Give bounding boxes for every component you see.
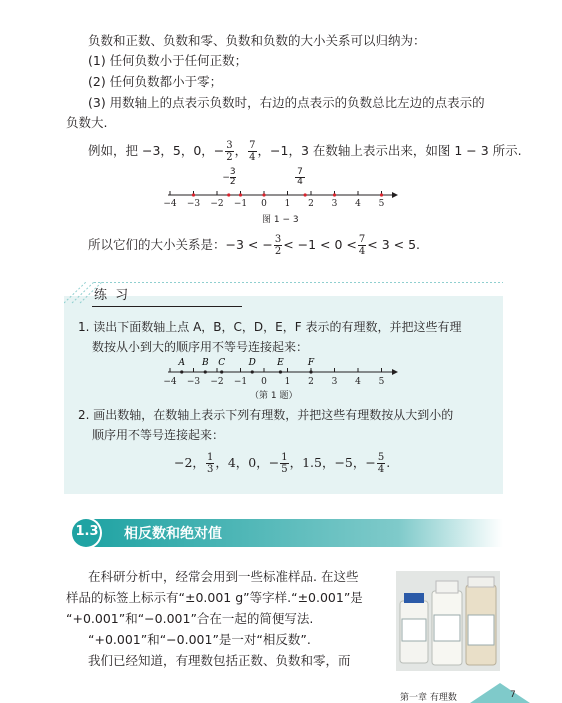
tick-label: 2 (308, 199, 314, 209)
body2-line2: 样品的标签上标示有“±0.001 g”等字样.“±0.001”是 (66, 590, 363, 605)
number-point (192, 193, 195, 196)
body2-line4: “+0.001”和“−0.001”是一对“相反数”. (88, 632, 311, 647)
body2-line1: 在科研分析中，经常会用到一些标准样品. 在这些 (88, 569, 359, 584)
exercise-title-underline (92, 306, 242, 307)
tick-label: −3 (186, 199, 201, 209)
q2-numbers: −2， $\frac{1}{3}$ ，4，0，− $\frac{1}{5}$ ，1.5，−5，− $\frac{5}{4}$ . (174, 452, 391, 475)
q1-caption: （第 1 题） (250, 391, 298, 401)
tick-label: 0 (261, 199, 267, 209)
footer-chapter: 第一章 有理数 (400, 693, 457, 703)
axis-arrow (392, 369, 398, 375)
tick-label: 5 (378, 377, 385, 387)
section-title: 相反数和绝对值 (124, 526, 222, 542)
point-c (220, 370, 223, 373)
point-e (279, 370, 282, 373)
mark-7-4: 7 4 (295, 168, 305, 187)
tick-label: 2 (308, 377, 314, 387)
rule-item-3-line1: (3) 用数轴上的点表示负数时，右边的点表示的负数总比左边的点表示的 (88, 95, 485, 110)
footer-bar (0, 683, 562, 703)
section-number: 1.3 (75, 524, 99, 539)
point-b (204, 370, 207, 373)
figure-caption: 图 1 − 3 (262, 215, 299, 225)
tick-label: −4 (163, 199, 177, 209)
point-label-f: F (307, 358, 315, 368)
number-line-exercise-1 (160, 356, 400, 388)
number-line-figure-1-3 (160, 166, 400, 212)
tick-label: 4 (355, 199, 361, 209)
point-label-e: E (277, 358, 284, 368)
point-d (251, 370, 254, 373)
body2-line5: 我们已经知道，有理数包括正数、负数和零，而 (88, 653, 351, 668)
axis-arrow (392, 192, 398, 198)
para-intro: 负数和正数、负数和零、负数和负数的大小关系可以归纳为： (88, 33, 426, 48)
mark-neg-3-2: − $\frac{3}{2}$ (222, 167, 236, 187)
conclusion-line: 所以它们的大小关系是：−3 < − $\frac{3}{2}$ < −1 < 0 < $\frac{7}{4}$ < 3 < 5. (88, 234, 421, 257)
point-label-a: A (178, 358, 185, 368)
number-point (262, 193, 265, 196)
number-point (333, 193, 336, 196)
point-label-d: D (248, 358, 256, 368)
q1-line2: 数按从小到大的顺序用不等号连接起来： (92, 340, 309, 354)
tick-label: −1 (233, 199, 248, 209)
rule-item-3-line2: 负数大. (66, 115, 108, 130)
rule-item-1: (1) 任何负数小于任何正数； (88, 53, 248, 68)
number-point (380, 193, 383, 196)
number-point (227, 193, 230, 196)
tick-label: 5 (378, 199, 385, 209)
tick-label: −1 (233, 377, 248, 387)
page-number: 7 (510, 690, 516, 700)
tick-label: −2 (210, 199, 224, 209)
tick-label: 1 (284, 199, 291, 209)
q1-line1: 1. 读出下面数轴上点 A，B，C，D，E，F 表示的有理数，并把这些有理 (78, 320, 462, 334)
tick-label: 0 (261, 377, 267, 387)
point-label-b: B (201, 358, 209, 368)
tick-label: 1 (284, 377, 291, 387)
number-point (239, 193, 242, 196)
rule-item-2: (2) 任何负数都小于零； (88, 74, 223, 89)
sample-bottles-photo (396, 571, 500, 671)
tick-label: 4 (355, 377, 361, 387)
example-line: 例如，把 −3，5，0，− $\frac{3}{2}$ ， $\frac{7}{4}$ ，−1，3 在数轴上表示出来，如图 1 − 3 所示. (88, 140, 522, 163)
point-a (180, 370, 183, 373)
tick-label: −3 (186, 377, 201, 387)
number-point (304, 193, 307, 196)
tick-label: 3 (331, 377, 338, 387)
body2-line3: “+0.001”和“−0.001”合在一起的简便写法. (66, 611, 314, 626)
point-f (309, 370, 312, 373)
q2-line2: 顺序用不等号连接起来： (92, 428, 225, 442)
tick-label: 3 (331, 199, 338, 209)
tick-label: −4 (163, 377, 177, 387)
exercise-title: 练 习 (94, 288, 131, 303)
q2-line1: 2. 画出数轴，在数轴上表示下列有理数，并把这些有理数按从大到小的 (78, 408, 454, 422)
tick-label: −2 (210, 377, 224, 387)
point-label-c: C (218, 358, 226, 368)
